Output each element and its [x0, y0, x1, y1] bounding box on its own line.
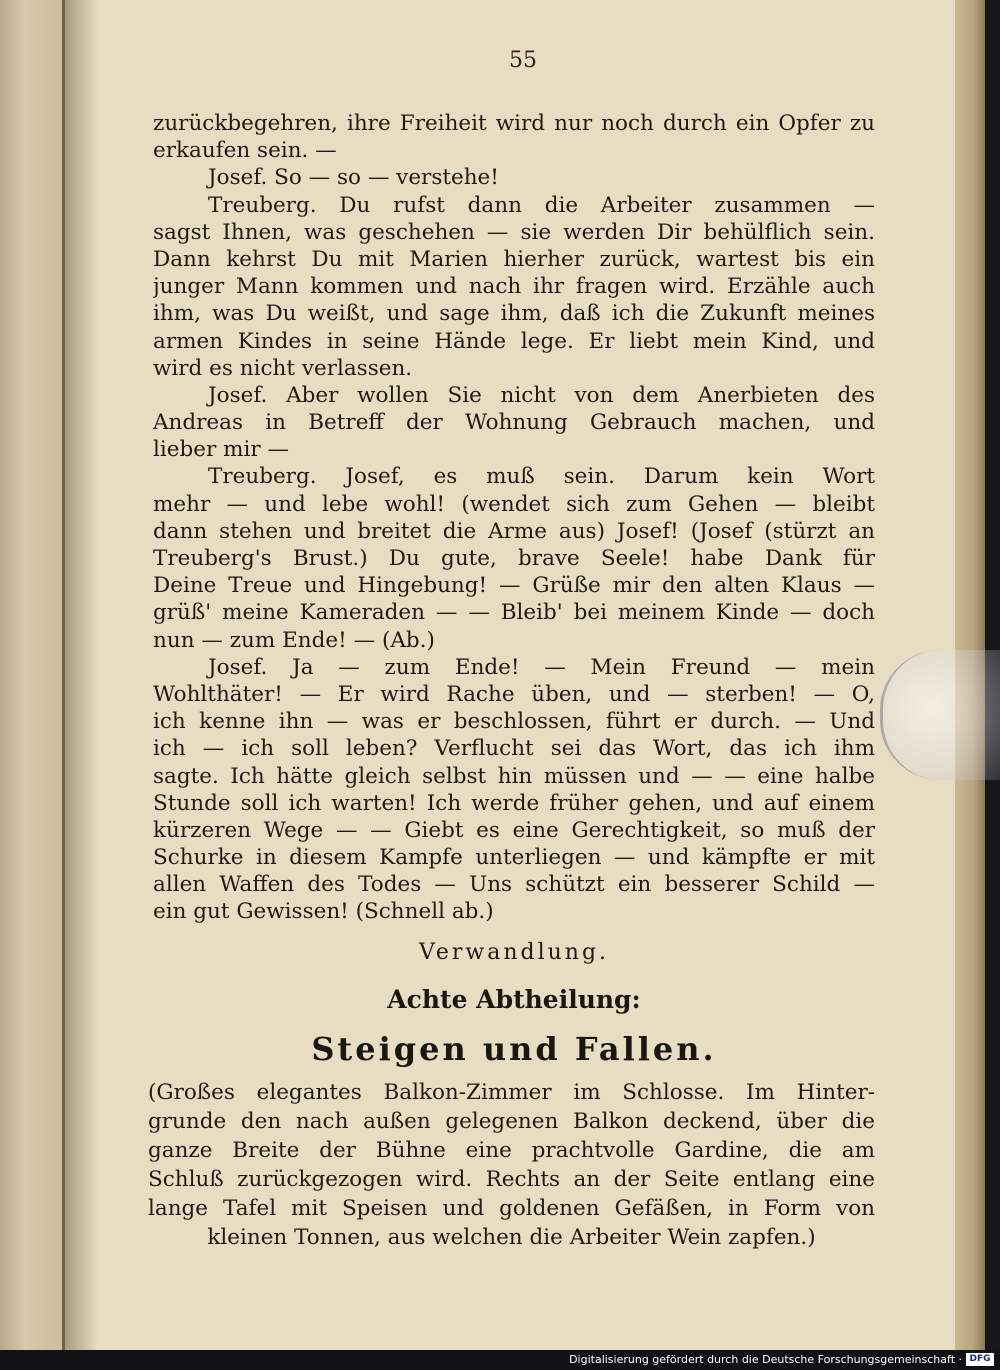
text-line: wird es nicht verlassen.	[153, 355, 413, 381]
text-line: Deine Treue und Hingebung! — Grüße mir den alten Klaus —	[153, 573, 875, 599]
text-line: allen Waffen des Todes — Uns schützt ein besserer Schild —	[153, 872, 875, 898]
text-line: mehr — und lebe wohl! (wendet sich zum Gehen — bleibt	[153, 491, 875, 517]
text-line: Andreas in Betreff der Wohnung Gebrauch machen, und	[153, 410, 875, 436]
body-text	[153, 110, 875, 926]
text-line: erkaufen sein. —	[153, 138, 337, 164]
text-line: ihm, was Du weißt, und sage ihm, daß ich die Zukunft meines	[153, 301, 875, 327]
text-line: dann stehen und breitet die Arme aus) Josef! (Josef (stürzt an	[153, 518, 875, 544]
text-line: Wohlthäter! — Er wird Rache üben, und — sterben! — O,	[153, 681, 875, 707]
act-title: Steigen und Fallen.	[311, 1030, 717, 1068]
scene-change-heading: Verwandlung.	[418, 940, 610, 965]
digitization-credit: Digitalisierung gefördert durch die Deutsche Forschungsgemeinschaft ·	[569, 1353, 962, 1366]
text-line: nun — zum Ende! — (Ab.)	[153, 627, 435, 653]
page-number: 55	[509, 48, 537, 73]
text-line: Josef. So — so — verstehe!	[208, 165, 499, 191]
text-line: Schurke in diesem Kampfe unterliegen — und kämpfte er mit	[153, 845, 875, 871]
text-line: Josef. Ja — zum Ende! — Mein Freund — mein	[208, 654, 875, 680]
glass-weight-reflection	[880, 650, 1000, 780]
text-line: Treuberg's Brust.) Du gute, brave Seele! habe Dank für	[153, 546, 875, 571]
stage-direction-line: kleinen Tonnen, aus welchen die Arbeiter Wein zapfen.)	[207, 1225, 816, 1250]
text-line: junger Mann kommen und nach ihr fragen wird. Erzähle auch	[153, 274, 875, 300]
text-line: Treuberg. Du rufst dann die Arbeiter zusammen —	[208, 192, 875, 218]
text-line: ein gut Gewissen! (Schnell ab.)	[153, 899, 494, 925]
dfg-logo: DFG	[966, 1353, 994, 1366]
stage-direction-line: (Großes elegantes Balkon-Zimmer im Schlosse. Im Hinter-	[148, 1080, 875, 1105]
text-line: ich kenne ihn — was er beschlossen, führt er durch. — Und	[153, 709, 875, 735]
stage-direction-line: grunde den nach außen gelegenen Balkon deckend, über die	[148, 1109, 875, 1134]
text-line: sagte. Ich hätte gleich selbst hin müssen und — — eine halbe	[153, 763, 875, 789]
text-line: armen Kindes in seine Hände lege. Er liebt mein Kind, und	[153, 328, 875, 354]
text-line: Dann kehrst Du mit Marien hierher zurück, wartest bis ein	[153, 246, 875, 272]
text-line: zurückbegehren, ihre Freiheit wird nur noch durch ein Opfer zu	[153, 111, 875, 136]
left-page-edge	[0, 0, 65, 1350]
text-line: sagst Ihnen, was geschehen — sie werden Dir behülflich sein.	[153, 219, 875, 245]
text-line: grüß' meine Kameraden — — Bleib' bei meinem Kinde — doch	[153, 600, 875, 626]
text-line: lieber mir —	[153, 437, 289, 463]
page-gutter-shadow	[62, 0, 98, 1350]
text-line: Stunde soll ich warten! Ich werde früher gehen, und auf einem	[153, 790, 875, 816]
stage-direction-line: ganze Breite der Bühne eine prachtvolle Gardine, die am	[148, 1138, 875, 1163]
stage-direction	[148, 1078, 875, 1252]
text-line: ich — ich soll leben? Verflucht sei das Wort, das ich ihm	[153, 736, 875, 762]
act-heading: Achte Abtheilung:	[387, 985, 641, 1014]
text-line: Treuberg. Josef, es muß sein. Darum kein Wort	[208, 464, 875, 490]
stage-direction-line: lange Tafel mit Speisen und goldenen Gefäßen, in Form von	[148, 1196, 875, 1221]
stage-direction-line: Schluß zurückgezogen wird. Rechts an der Seite entlang eine	[148, 1167, 875, 1192]
text-line: kürzeren Wege — — Giebt es eine Gerechtigkeit, so muß der	[153, 817, 875, 843]
text-line: Josef. Aber wollen Sie nicht von dem Anerbieten des	[208, 382, 875, 408]
